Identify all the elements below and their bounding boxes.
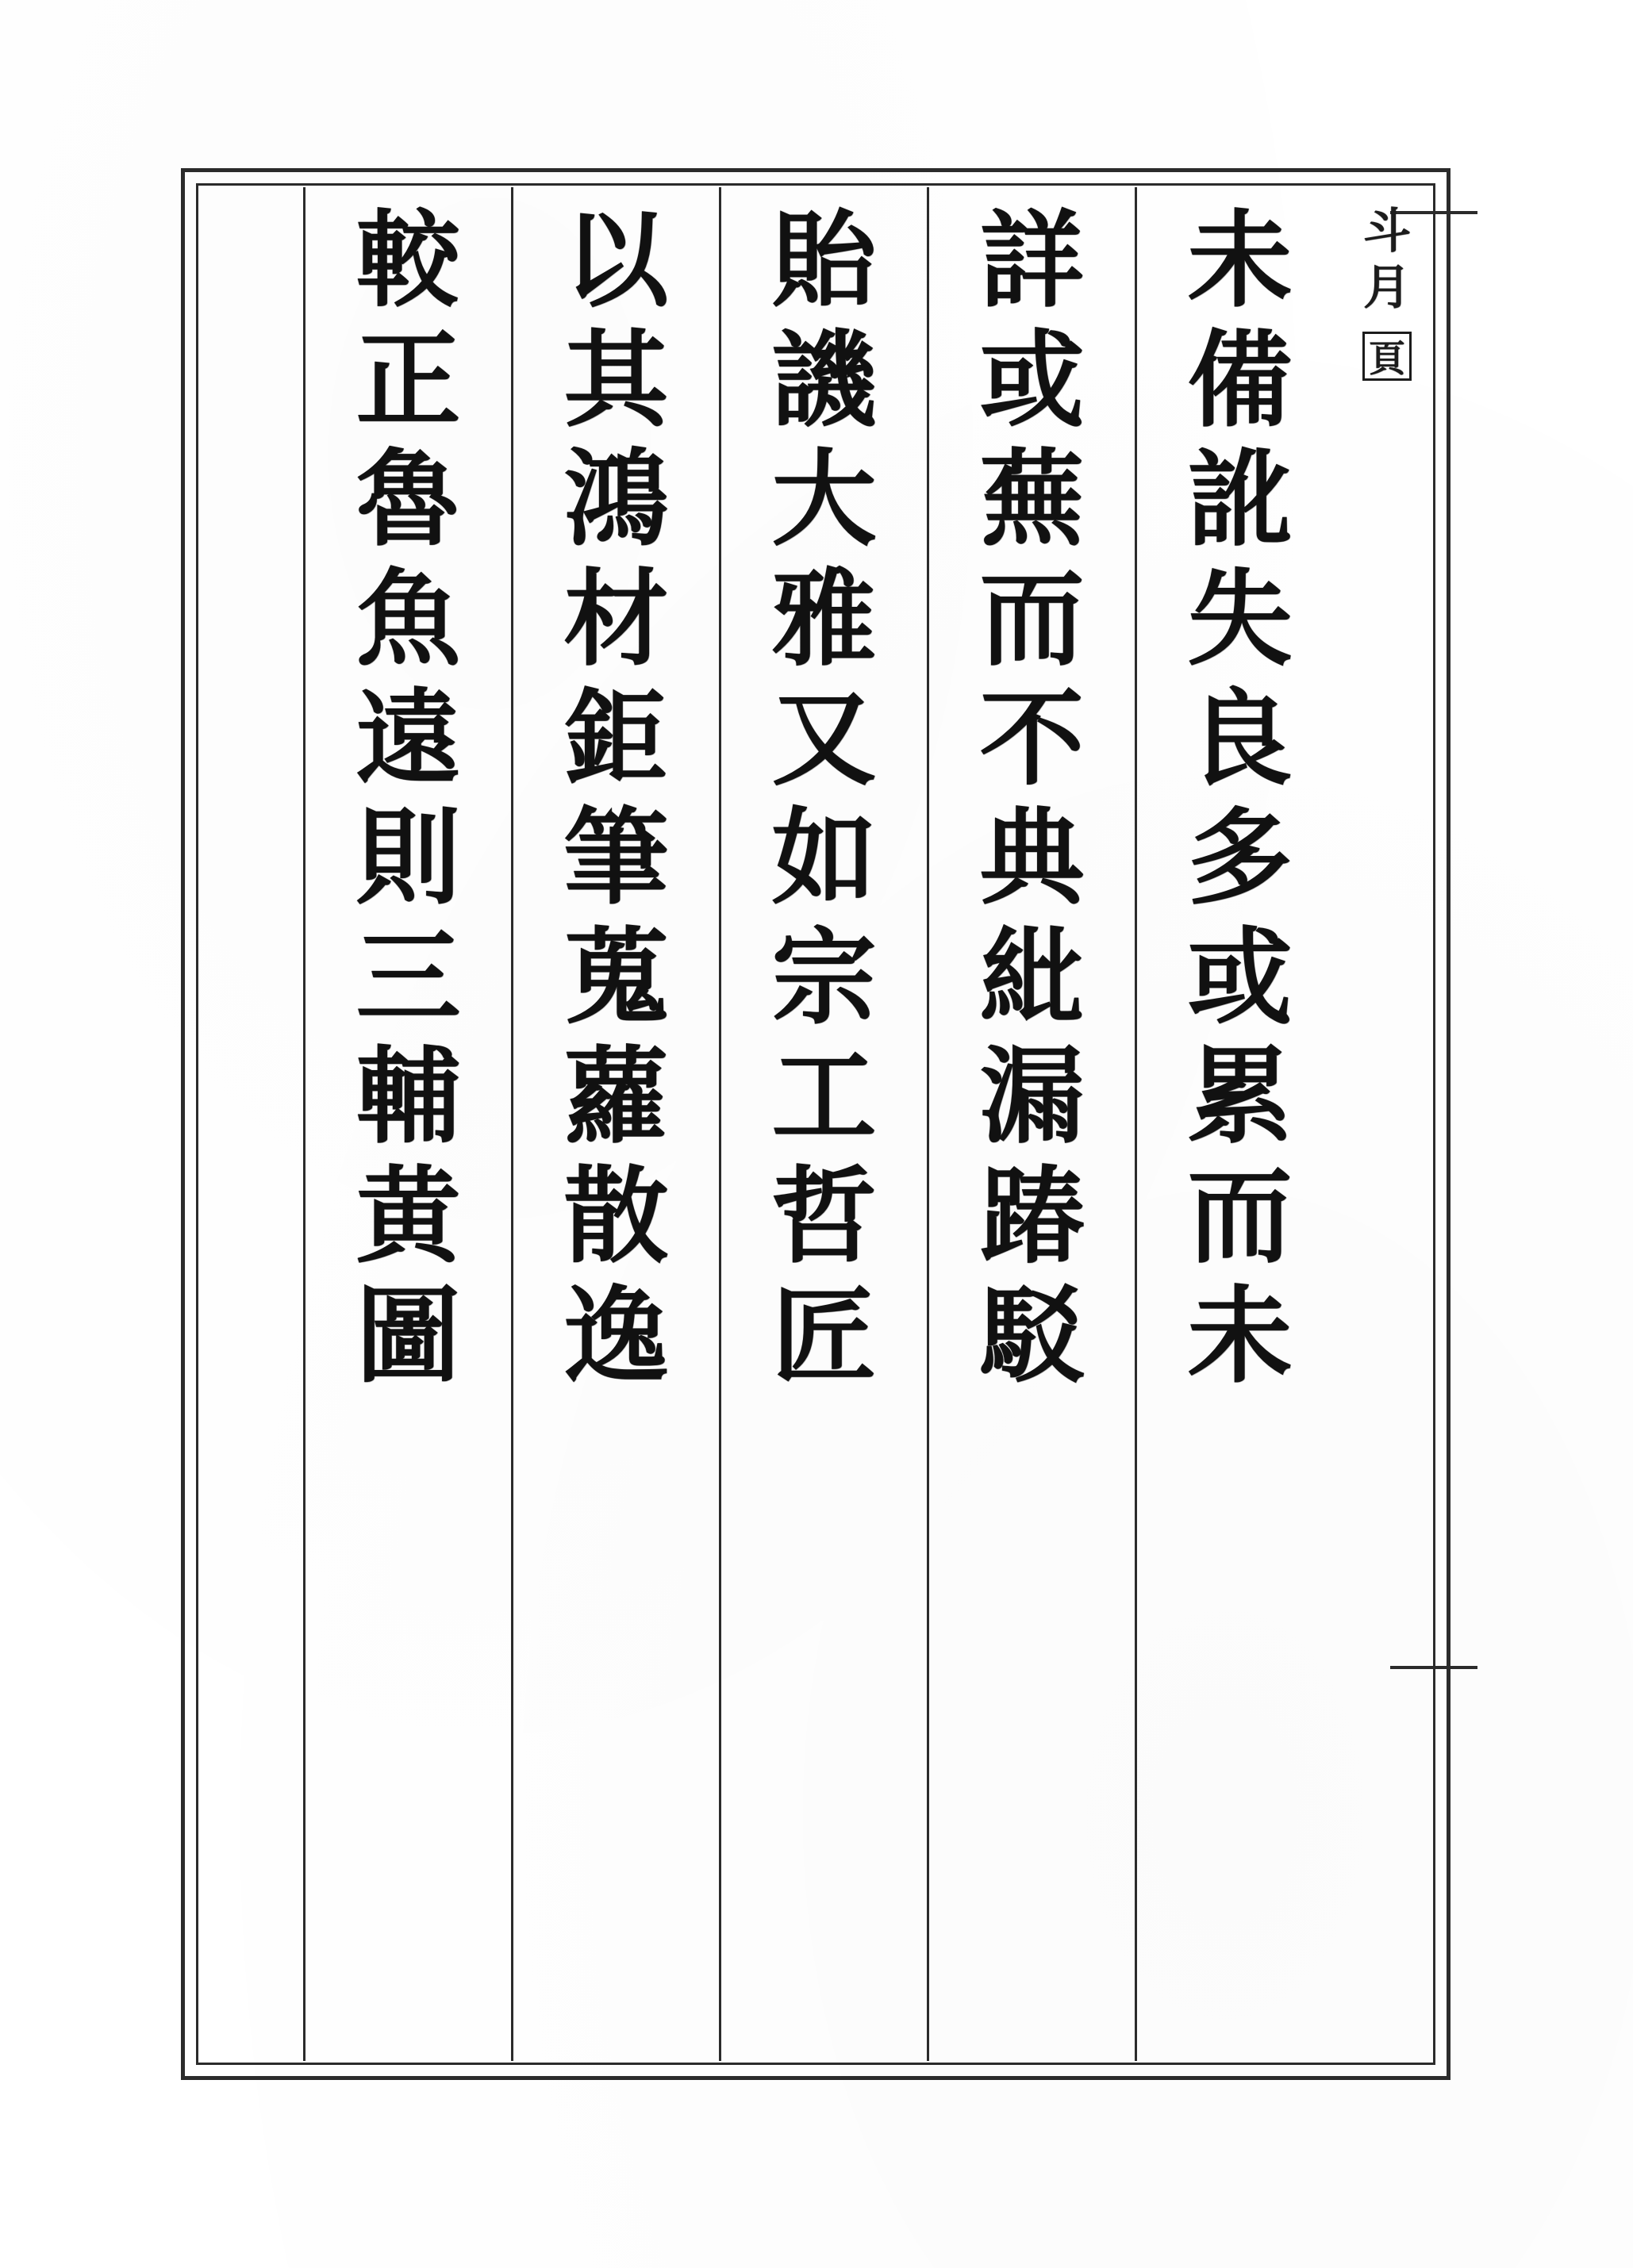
glyph: 良: [1187, 677, 1293, 800]
glyph: 而: [1187, 1155, 1293, 1278]
glyph: 不: [979, 677, 1085, 800]
glyph: 鉅: [563, 677, 669, 800]
glyph: 而: [979, 557, 1085, 681]
glyph: 如: [771, 796, 877, 920]
glyph: 逸: [563, 1274, 669, 1398]
text-column-4: [511, 187, 719, 2061]
glyph: 散: [563, 1155, 669, 1278]
margin-column: [1343, 187, 1431, 2061]
glyph: 備: [1187, 318, 1293, 442]
glyph: 蒐: [563, 915, 669, 1039]
glyph: 大: [771, 438, 877, 562]
glyph: 失: [1187, 557, 1293, 681]
glyph: 累: [1187, 1035, 1293, 1159]
glyph: 材: [563, 557, 669, 681]
glyph: 魯: [355, 438, 461, 562]
glyph: 詳: [979, 199, 1085, 322]
glyph: 以: [563, 199, 669, 322]
margin-glyph: 月: [1363, 260, 1411, 317]
glyph: 或: [979, 318, 1085, 442]
glyph: 魚: [355, 557, 461, 681]
margin-boxed-glyph: 頁: [1362, 332, 1412, 381]
glyph: 或: [1187, 915, 1293, 1039]
text-columns: [200, 187, 1431, 2061]
glyph: 則: [355, 796, 461, 920]
glyph: 紕: [979, 915, 1085, 1039]
glyph: 遠: [355, 677, 461, 800]
glyph: 駁: [979, 1274, 1085, 1398]
glyph: 正: [355, 318, 461, 442]
glyph: 雅: [771, 557, 877, 681]
glyph: 未: [1187, 199, 1293, 322]
text-column-5: [303, 187, 511, 2061]
glyph: 譏: [771, 318, 877, 442]
glyph: 黄: [355, 1155, 461, 1278]
glyph: 貽: [771, 199, 877, 322]
glyph: 宗: [771, 915, 877, 1039]
glyph: 圖: [355, 1274, 461, 1398]
margin-glyph: 斗: [1363, 204, 1411, 259]
glyph: 又: [771, 677, 877, 800]
glyph: 蕪: [979, 438, 1085, 562]
glyph: 哲: [771, 1155, 877, 1278]
glyph: 較: [355, 199, 461, 322]
text-column-2: [927, 187, 1135, 2061]
glyph: 典: [979, 796, 1085, 920]
text-column-3: [719, 187, 927, 2061]
glyph: 多: [1187, 796, 1293, 920]
glyph: 匠: [771, 1274, 877, 1398]
glyph: 蘿: [563, 1035, 669, 1159]
glyph: 訛: [1187, 438, 1293, 562]
glyph: 筆: [563, 796, 669, 920]
glyph: 工: [771, 1035, 877, 1159]
glyph: 輔: [355, 1035, 461, 1159]
glyph: 踳: [979, 1155, 1085, 1278]
glyph: 鴻: [563, 438, 669, 562]
glyph: 未: [1187, 1274, 1293, 1398]
glyph: 漏: [979, 1035, 1085, 1159]
glyph: 三: [355, 915, 461, 1039]
text-column-1: [1135, 187, 1343, 2061]
glyph: 其: [563, 318, 669, 442]
